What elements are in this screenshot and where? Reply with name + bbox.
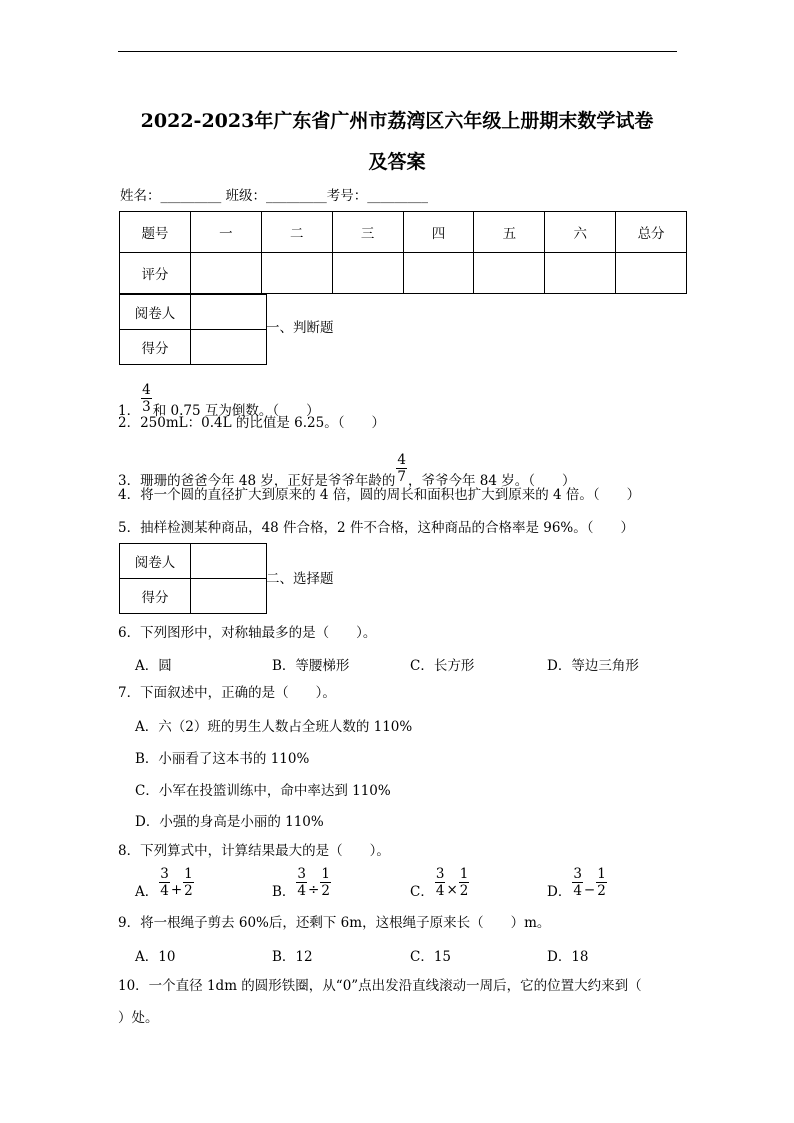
numerator: 1 bbox=[184, 866, 193, 882]
denominator: 2 bbox=[459, 883, 469, 899]
score-cell[interactable] bbox=[474, 253, 545, 294]
exam-no-field[interactable]: 考号：_________ bbox=[326, 188, 429, 204]
fraction bbox=[159, 866, 170, 899]
fraction bbox=[320, 866, 331, 899]
reviewer-box bbox=[119, 294, 267, 365]
question-2: 2．250mL：0.4L 的比值是 6.25。（ ） bbox=[118, 415, 385, 431]
numerator: 4 bbox=[142, 382, 151, 398]
operator: − bbox=[583, 882, 596, 898]
reviewer-cell[interactable] bbox=[191, 544, 267, 579]
question-text: 3．珊珊的爸爸今年 48 岁，正好是爷爷年龄的 bbox=[118, 473, 396, 489]
numerator: 1 bbox=[459, 866, 469, 882]
reviewer-cell[interactable] bbox=[191, 295, 267, 330]
option-a[interactable]: A．六（2）班的男生人数占全班人数的 110% bbox=[135, 719, 413, 735]
fraction bbox=[596, 866, 607, 899]
table-row bbox=[120, 253, 687, 294]
option-label: A． bbox=[135, 884, 159, 900]
score-cell[interactable] bbox=[191, 330, 267, 365]
option-c[interactable]: C．15 bbox=[410, 949, 452, 965]
page-title: 2022-2023年广东省广州市荔湾区六年级上册期末数学试卷 bbox=[140, 110, 654, 132]
class-field[interactable]: 班级：_________ bbox=[225, 188, 327, 204]
option-label: C． bbox=[410, 884, 434, 900]
table-cell: 六 bbox=[545, 212, 616, 253]
numerator: 3 bbox=[160, 866, 169, 882]
score-cell[interactable] bbox=[191, 579, 267, 614]
reviewer-box bbox=[119, 543, 267, 614]
denominator: 3 bbox=[142, 399, 151, 415]
reviewer-label: 阅卷人 bbox=[120, 295, 191, 330]
score-label: 得分 bbox=[120, 330, 191, 365]
numerator: 3 bbox=[297, 866, 307, 882]
denominator: 2 bbox=[321, 883, 330, 899]
denominator: 4 bbox=[297, 883, 307, 899]
numerator: 3 bbox=[573, 866, 582, 882]
option-label: D． bbox=[547, 884, 572, 900]
table-cell: 五 bbox=[474, 212, 545, 253]
score-cell[interactable] bbox=[616, 253, 687, 294]
table-cell: 三 bbox=[332, 212, 403, 253]
numerator: 1 bbox=[321, 866, 330, 882]
fraction bbox=[459, 866, 470, 899]
fraction bbox=[435, 866, 446, 899]
header-rule bbox=[118, 51, 677, 52]
denominator: 7 bbox=[397, 469, 406, 485]
table-cell: 四 bbox=[403, 212, 474, 253]
option-d[interactable]: D．等边三角形 bbox=[547, 658, 639, 674]
table-cell: 一 bbox=[190, 212, 261, 253]
table-cell: 总分 bbox=[616, 212, 687, 253]
denominator: 4 bbox=[160, 883, 169, 899]
section-heading: 二、选择题 bbox=[266, 571, 334, 587]
question-5: 5．抽样检测某种商品，48 件合格，2 件不合格，这种商品的合格率是 96%。（ ） bbox=[118, 520, 634, 536]
reviewer-label: 阅卷人 bbox=[120, 544, 191, 579]
option-b[interactable]: B．小丽看了这本书的 110% bbox=[135, 751, 310, 767]
question-3 bbox=[118, 452, 575, 490]
option-a[interactable]: A．圆 bbox=[135, 658, 172, 674]
numerator: 1 bbox=[597, 866, 606, 882]
operator: × bbox=[446, 882, 458, 898]
table-row bbox=[120, 212, 687, 253]
operator: ÷ bbox=[308, 882, 320, 898]
section-heading: 一、判断题 bbox=[266, 320, 334, 336]
option-a[interactable] bbox=[135, 866, 195, 900]
name-field[interactable]: 姓名：_________ bbox=[120, 188, 222, 204]
question-4: 4．将一个圆的直径扩大到原来的 4 倍，圆的周长和面积也扩大到原来的 4 倍。（ ） bbox=[118, 487, 641, 503]
score-label: 得分 bbox=[120, 579, 191, 614]
option-label: B． bbox=[272, 884, 296, 900]
question-text: 和 0.75 互为倒数。（ ） bbox=[152, 403, 320, 419]
fraction bbox=[296, 866, 307, 899]
score-table bbox=[119, 211, 687, 294]
option-c[interactable]: C．小军在投篮训练中，命中率达到 110% bbox=[135, 783, 391, 799]
fraction bbox=[572, 866, 583, 899]
denominator: 2 bbox=[184, 883, 193, 899]
option-d[interactable]: D．小强的身高是小丽的 110% bbox=[135, 814, 324, 830]
fraction bbox=[141, 382, 152, 415]
question-10-cont: ）处。 bbox=[118, 1010, 159, 1026]
page-title-line2: 及答案 bbox=[368, 151, 426, 173]
fraction bbox=[183, 866, 194, 899]
option-c[interactable] bbox=[410, 866, 470, 900]
question-10: 10．一个直径 1dm 的圆形铁圈，从“0”点出发沿直线滚动一周后，它的位置大约来到（ bbox=[118, 978, 642, 994]
question-8: 8．下列算式中，计算结果最大的是（ ）。 bbox=[118, 843, 390, 859]
option-b[interactable] bbox=[272, 866, 332, 900]
question-text: ，爷爷今年 84 岁。（ ） bbox=[407, 473, 576, 489]
denominator: 4 bbox=[435, 883, 445, 899]
denominator: 4 bbox=[573, 883, 582, 899]
score-cell[interactable] bbox=[332, 253, 403, 294]
score-cell[interactable] bbox=[261, 253, 332, 294]
numerator: 4 bbox=[397, 452, 406, 468]
fraction bbox=[396, 452, 407, 485]
option-d[interactable] bbox=[547, 866, 608, 900]
option-a[interactable]: A．10 bbox=[135, 949, 176, 965]
numerator: 3 bbox=[435, 866, 445, 882]
option-b[interactable]: B．12 bbox=[272, 949, 313, 965]
operator: + bbox=[170, 882, 183, 898]
info-line bbox=[120, 187, 428, 205]
score-cell[interactable] bbox=[190, 253, 261, 294]
score-cell[interactable] bbox=[545, 253, 616, 294]
question-6: 6．下列图形中，对称轴最多的是（ ）。 bbox=[118, 625, 377, 641]
option-b[interactable]: B．等腰梯形 bbox=[272, 658, 350, 674]
score-cell[interactable] bbox=[403, 253, 474, 294]
question-number: 1． bbox=[118, 403, 141, 419]
option-d[interactable]: D．18 bbox=[547, 949, 589, 965]
table-cell: 题号 bbox=[120, 212, 191, 253]
question-9: 9．将一根绳子剪去 60%后，还剩下 6m，这根绳子原来长（ ）m。 bbox=[118, 915, 551, 931]
option-c[interactable]: C．长方形 bbox=[410, 658, 475, 674]
denominator: 2 bbox=[597, 883, 606, 899]
question-7: 7．下面叙述中，正确的是（ ）。 bbox=[118, 685, 336, 701]
table-cell: 二 bbox=[261, 212, 332, 253]
table-cell: 评分 bbox=[120, 253, 191, 294]
